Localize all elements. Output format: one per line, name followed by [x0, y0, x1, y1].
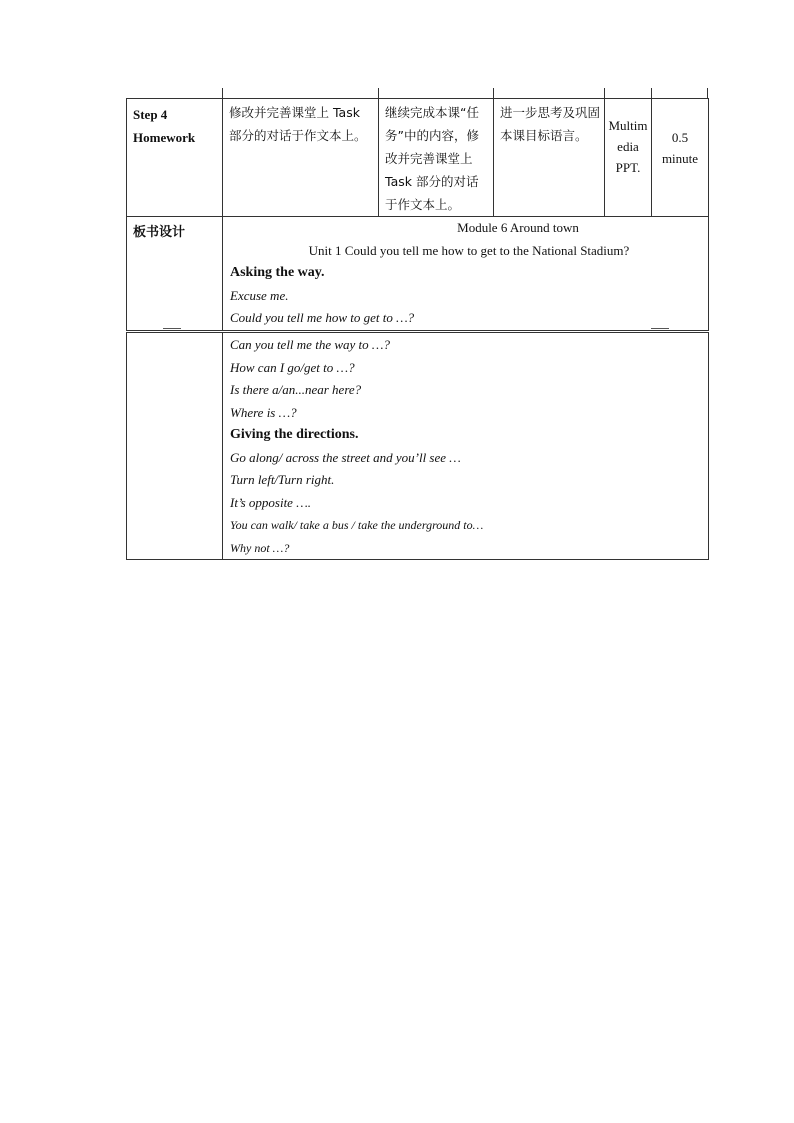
table-edge-stub	[222, 88, 223, 98]
table-edge-stub	[651, 88, 652, 98]
giving-line: Turn left/Turn right.	[230, 472, 335, 487]
asking-line: Excuse me.	[230, 287, 289, 303]
media-line: edia	[617, 139, 639, 154]
media-cell	[605, 99, 652, 217]
activity-purpose: 进一步思考及巩固本课目标语言。	[494, 99, 605, 217]
page-break-mark	[163, 328, 181, 329]
time-line: minute	[661, 151, 699, 166]
asking-line: Where is …?	[230, 404, 297, 420]
teacher-activity: 修改并完善课堂上 Task 部分的对话于作文本上。	[223, 99, 379, 217]
giving-line: You can walk/ take a bus / take the underground to…	[230, 518, 484, 532]
table-edge-stub	[493, 88, 494, 98]
time-cell	[652, 99, 709, 217]
asking-line: Can you tell me the way to …?	[230, 337, 390, 352]
board-design-row	[127, 217, 709, 331]
module-title: Module 6 Around town	[457, 220, 579, 235]
giving-line: Go along/ across the street and you’ll see …	[230, 449, 461, 465]
giving-line: Why not …?	[230, 540, 290, 555]
media-line: PPT.	[615, 160, 641, 175]
time-line: 0.5	[671, 130, 689, 145]
board-continuation-table	[126, 332, 709, 560]
board-content	[223, 217, 709, 331]
giving-heading: Giving the directions.	[230, 427, 359, 442]
asking-line: Is there a/an...near here?	[230, 382, 362, 397]
giving-line: It’s opposite ….	[230, 494, 312, 510]
asking-heading: Asking the way.	[230, 265, 325, 280]
board-design-label: 板书设计	[133, 225, 186, 240]
table-edge-stub	[707, 88, 708, 98]
asking-line: How can I go/get to …?	[230, 359, 355, 375]
table-edge-stub	[378, 88, 379, 98]
lesson-plan-table	[126, 98, 709, 331]
homework-row	[127, 99, 709, 217]
empty-label-cell	[127, 333, 223, 560]
table-edge-stub	[604, 88, 605, 98]
asking-line: Could you tell me how to get to …?	[230, 310, 415, 325]
page-break-mark	[651, 328, 669, 329]
step-number: Step 4	[133, 107, 168, 122]
unit-title: Unit 1 Could you tell me how to get to the National Stadium?	[308, 242, 630, 258]
media-line: Multim	[608, 118, 648, 133]
step-cell	[127, 99, 223, 217]
student-activity: 继续完成本课“任务”中的内容，修改并完善课堂上 Task 部分的对话于作文本上。	[379, 99, 494, 217]
board-continuation	[223, 333, 709, 560]
step-name: Homework	[133, 130, 196, 145]
board-label-cell	[127, 217, 223, 331]
